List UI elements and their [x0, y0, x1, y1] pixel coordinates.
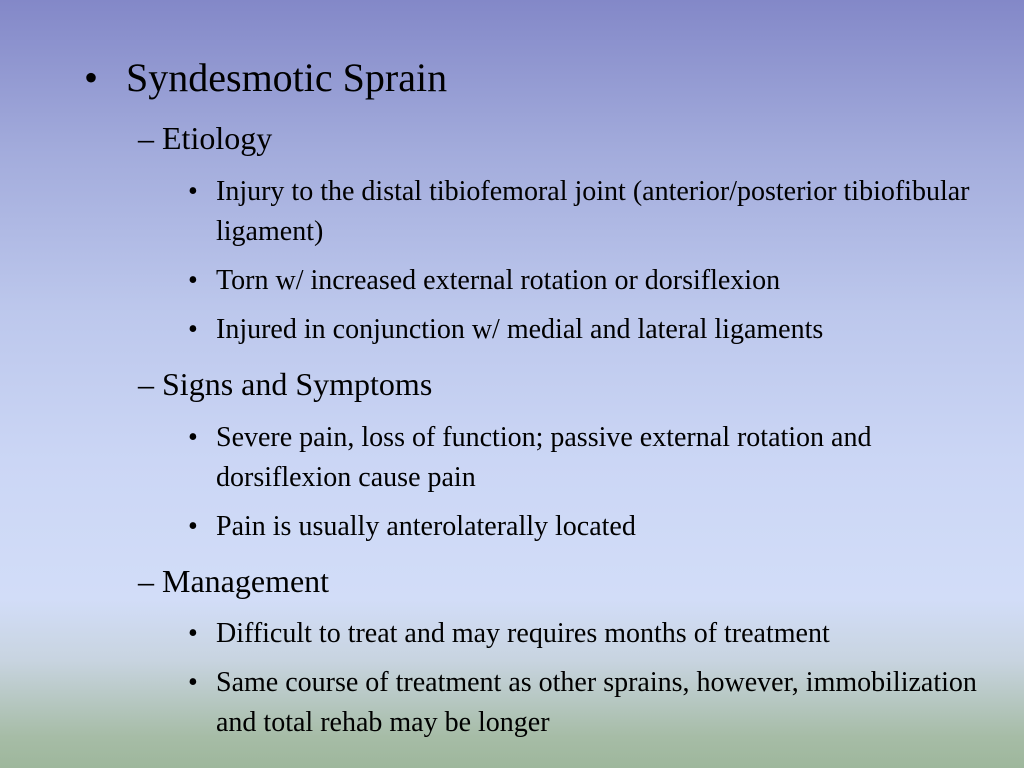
section-heading-etiology: – Etiology [138, 120, 273, 156]
bullet-icon: • [188, 667, 198, 698]
list-item-text: Severe pain, loss of function; passive external rotation and dorsiflexion cause pain [216, 422, 872, 493]
list-item-text: Injury to the distal tibiofemoral joint (anterior/posterior tibiofibular ligament) [216, 176, 970, 247]
bullet-icon: • [188, 314, 198, 345]
list-item-text: Same course of treatment as other sprains, however, immobilization and total rehab may be longer [216, 667, 977, 738]
bullet-icon: • [84, 55, 99, 100]
bullet-icon: • [188, 176, 198, 207]
slide-title: Syndesmotic Sprain [126, 55, 448, 100]
section-heading-management: – Management [138, 563, 330, 599]
bullet-icon: • [188, 511, 198, 542]
list-item-text: Injured in conjunction w/ medial and lateral ligaments [216, 314, 824, 345]
bullet-icon: • [188, 422, 198, 453]
list-item-text: Pain is usually anterolaterally located [216, 511, 636, 542]
section-heading-signs-and-symptoms: – Signs and Symptoms [138, 366, 433, 402]
list-item-text: Torn w/ increased external rotation or dorsiflexion [216, 265, 781, 296]
list-item-text: Difficult to treat and may requires months of treatment [216, 618, 830, 649]
bullet-icon: • [188, 618, 198, 649]
bullet-icon: • [188, 265, 198, 296]
